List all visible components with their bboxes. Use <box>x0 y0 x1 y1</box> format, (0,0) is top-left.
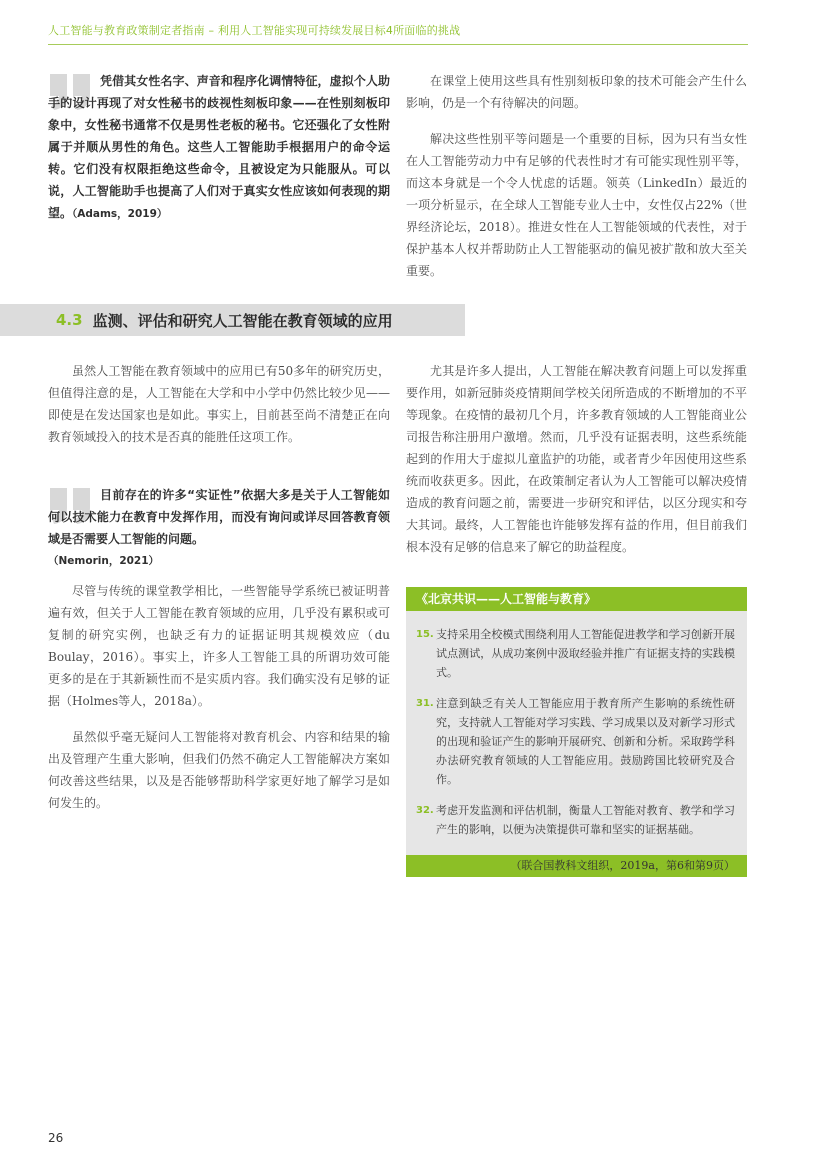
paragraph: 在课堂上使用这些具有性别刻板印象的技术可能会产生什么影响，仍是一个有待解决的问题。 <box>406 74 747 110</box>
item-text: 支持采用全校模式围绕利用人工智能促进教学和学习创新开展试点测试，从成功案例中汲取经验并推广有证据支持的实践模式。 <box>436 628 735 679</box>
middle-quote <box>48 484 390 572</box>
paragraph: 解决这些性别平等问题是一个重要的目标，因为只有当女性在人工智能劳动力中有足够的代表性时才有可能实现性别平等，而这本身就是一个令人忧虑的话题。领英（LinkedIn）最近的一项分析显示，在全球人工智能专业人士中，女性仅占22%（世界经济论坛，2018）。推进女性在人工智能领域的代表性，对于保护基本人权并帮助防止人工智能驱动的偏见被扩散和放大至关重要。 <box>406 132 747 278</box>
header-divider <box>48 44 748 45</box>
section-heading <box>0 304 465 336</box>
quote-text: 目前存在的许多“实证性”依据大多是关于人工智能如何以技术能力在教育中发挥作用，而没有询问或详尽回答教育领域是否需要人工智能的问题。 <box>48 488 390 546</box>
box-items <box>406 611 747 855</box>
box-source: （联合国教科文组织，2019a，第6和第9页） <box>406 855 747 877</box>
quote-citation: （Adams，2019） <box>72 208 168 220</box>
left-column-intro <box>48 360 390 462</box>
quote-text: 凭借其女性名字、声音和程序化调情特征，虚拟个人助手的设计再现了对女性秘书的歧视性刻板印象——在性别刻板印象中，女性秘书通常不仅是男性老板的秘书。它还强化了女性附属于并顺从男性的角色。这些人工智能助手根据用户的命令运转。它们没有权限拒绝这些命令，且被设定为只能服从。可以说，人工智能助手也提高了人们对于真实女性应该如何表现的期望。 <box>48 74 390 220</box>
item-number: 32. <box>416 805 434 816</box>
item-number: 15. <box>416 629 434 640</box>
consensus-box <box>406 587 747 877</box>
section-number: 4.3 <box>56 311 83 329</box>
box-title: 《北京共识——人工智能与教育》 <box>406 587 747 611</box>
right-column-body <box>406 360 747 572</box>
top-left-quote <box>48 70 390 225</box>
item-text: 考虑开发监测和评估机制，衡量人工智能对教育、教学和学习产生的影响，以便为决策提供可靠和坚实的证据基础。 <box>436 804 735 836</box>
section-title: 监测、评估和研究人工智能在教育领域的应用 <box>92 311 393 330</box>
paragraph: 虽然人工智能在教育领域中的应用已有50多年的研究历史，但值得注意的是，人工智能在大学和中小学中仍然比较少见——即使是在发达国家也是如此。事实上，目前甚至尚不清楚正在向教育领域投入的技术是否真的能胜任这项工作。 <box>48 364 390 444</box>
quote-citation: （Nemorin，2021） <box>48 555 160 567</box>
page-number: 26 <box>48 1131 64 1145</box>
list-item <box>416 801 735 839</box>
left-column-body <box>48 580 390 828</box>
running-header: 人工智能与教育政策制定者指南 – 利用人工智能实现可持续发展目标4所面临的挑战 <box>48 24 461 37</box>
item-text: 注意到缺乏有关人工智能应用于教育所产生影响的系统性研究，支持就人工智能对学习实践、学习成果以及对新学习形式的出现和验证产生的影响开展研究、创新和分析。采取跨学科办法研究教育领域的人工智能应用。鼓励跨国比较研究及合作。 <box>436 697 735 786</box>
item-number: 31. <box>416 698 434 709</box>
paragraph: 尤其是许多人提出，人工智能在解决教育问题上可以发挥重要作用，如新冠肺炎疫情期间学校关闭所造成的不断增加的不平等现象。在疫情的最初几个月，许多教育领域的人工智能商业公司报告称注册用户激增。然而，几乎没有证据表明，这些系统能起到的作用大于虚拟儿童监护的功能，或者青少年因使用这些系统而收获更多。因此，在政策制定者认为人工智能可以解决疫情造成的教育问题之前，需要进一步研究和评估，以区分现实和夸大其词。最终，人工智能也许能够发挥有益的作用，但目前我们根本没有足够的信息来了解它的助益程度。 <box>406 364 747 554</box>
list-item <box>416 694 735 789</box>
paragraph: 虽然似乎毫无疑问人工智能将对教育机会、内容和结果的输出及管理产生重大影响，但我们仍然不确定人工智能解决方案如何改善这些结果，以及是否能够帮助科学家更好地了解学习是如何发生的。 <box>48 730 390 810</box>
top-right-column <box>406 70 747 296</box>
paragraph: 尽管与传统的课堂教学相比，一些智能导学系统已被证明普遍有效，但关于人工智能在教育领域的应用，几乎没有累积或可复制的研究实例，也缺乏有力的证据证明其规模效应（du Boulay，2016）。事实上，许多人工智能工具的所谓功效可能更多的是在于其新颖性而不是实质内容。我们确实没有足够的证据（Holmes等人，2018a）。 <box>48 584 390 708</box>
list-item <box>416 625 735 682</box>
